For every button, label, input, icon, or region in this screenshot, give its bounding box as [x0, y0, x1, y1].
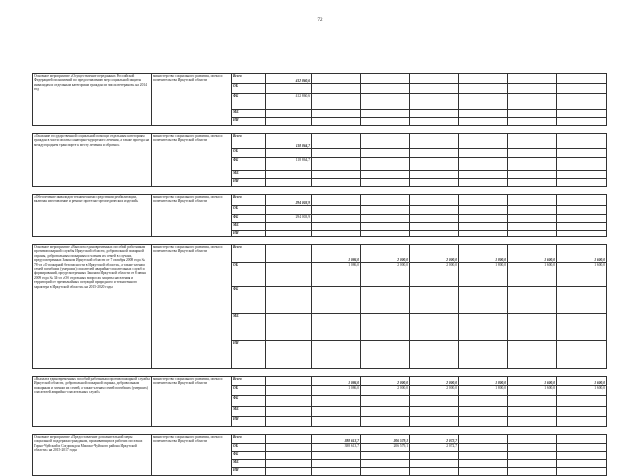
value-cell [508, 314, 557, 341]
value-cell: 2 000,0 [361, 263, 410, 287]
value-cell [459, 444, 508, 452]
value-cell [557, 435, 607, 444]
measure-description: Основное мероприятие «Предоставление дополнительной меры социальной поддержки гражданам, проживающим в рабочих поселках Горно-Чуйский и Согдиондон Мамско-Чуйского района Иркутской области» на 2015-2017 годы [33, 435, 152, 476]
value-cell [459, 74, 508, 84]
value-cell [557, 149, 607, 158]
value-cell [266, 287, 312, 314]
value-cell [557, 171, 607, 179]
table-row [33, 377, 607, 386]
value-cell [410, 341, 459, 369]
value-cell [312, 460, 361, 468]
value-cell [266, 84, 312, 94]
value-cell [361, 149, 410, 158]
value-cell [557, 94, 607, 110]
value-cell [410, 118, 459, 126]
value-cell [361, 468, 410, 476]
responsible-executor: министерство социального развития, опеки и попечительства Иркутской области [152, 195, 232, 237]
value-cell [410, 195, 459, 206]
table-row [33, 245, 607, 263]
value-cell [312, 158, 361, 171]
funding-source: ФБ [232, 94, 266, 110]
value-cell [266, 171, 312, 179]
funding-source: Всего [232, 377, 266, 386]
value-cell [410, 149, 459, 158]
value-cell [459, 215, 508, 223]
value-cell [557, 444, 607, 452]
funding-source: Всего [232, 134, 266, 149]
value-cell [410, 460, 459, 468]
value-cell: 2 000,0 [361, 245, 410, 263]
table-row [33, 74, 607, 84]
value-cell [312, 223, 361, 231]
value-cell [557, 223, 607, 231]
value-cell [361, 84, 410, 94]
value-cell [312, 407, 361, 417]
value-cell [312, 396, 361, 407]
value-cell [459, 94, 508, 110]
value-cell [508, 407, 557, 417]
value-cell [312, 110, 361, 118]
value-cell [266, 407, 312, 417]
value-cell: 2 000,0 [361, 386, 410, 396]
value-cell [266, 396, 312, 407]
value-cell [266, 386, 312, 396]
value-cell [508, 118, 557, 126]
value-cell [459, 407, 508, 417]
value-cell [361, 452, 410, 460]
value-cell [459, 84, 508, 94]
value-cell [557, 118, 607, 126]
value-cell [410, 134, 459, 149]
value-cell: 1 600,0 [508, 377, 557, 386]
responsible-executor: министерство социального развития, опеки и попечительства Иркутской области [152, 245, 232, 369]
value-cell: 206 579,1 [361, 444, 410, 452]
funding-source: МБ [232, 223, 266, 231]
value-cell: 1 600,0 [557, 263, 607, 287]
value-cell [508, 195, 557, 206]
value-cell [266, 417, 312, 427]
value-cell [557, 110, 607, 118]
value-cell [312, 314, 361, 341]
value-cell [459, 195, 508, 206]
value-cell [508, 341, 557, 369]
value-cell [557, 407, 607, 417]
funding-source: ОБ [232, 263, 266, 287]
funding-source: Всего [232, 195, 266, 206]
group-spacer [33, 427, 607, 435]
value-cell [459, 452, 508, 460]
value-cell [508, 223, 557, 231]
value-cell [312, 215, 361, 223]
value-cell [266, 206, 312, 215]
budget-table [32, 73, 607, 476]
value-cell [266, 460, 312, 468]
value-cell [459, 396, 508, 407]
value-cell [508, 468, 557, 476]
funding-source: ФБ [232, 396, 266, 407]
funding-source: ФБ [232, 158, 266, 171]
value-cell [312, 195, 361, 206]
value-cell [410, 452, 459, 460]
value-cell [361, 74, 410, 84]
value-cell: 1 086,0 [312, 386, 361, 396]
value-cell [361, 215, 410, 223]
value-cell [508, 206, 557, 215]
funding-source: ОБ [232, 444, 266, 452]
value-cell [361, 223, 410, 231]
value-cell [508, 84, 557, 94]
value-cell [557, 460, 607, 468]
value-cell [312, 452, 361, 460]
value-cell: 2 000,0 [361, 377, 410, 386]
funding-source: Всего [232, 245, 266, 263]
value-cell [312, 179, 361, 187]
value-cell [361, 206, 410, 215]
funding-source: НИ [232, 341, 266, 369]
value-cell [508, 179, 557, 187]
value-cell [410, 407, 459, 417]
value-cell [508, 74, 557, 84]
value-cell [557, 215, 607, 223]
value-cell [459, 206, 508, 215]
value-cell [266, 341, 312, 369]
value-cell [410, 179, 459, 187]
table-row [33, 195, 607, 206]
funding-source: МБ [232, 407, 266, 417]
funding-source: МБ [232, 110, 266, 118]
value-cell: 1 800,0 [459, 386, 508, 396]
value-cell [459, 314, 508, 341]
value-cell [361, 341, 410, 369]
value-cell [459, 149, 508, 158]
value-cell [410, 417, 459, 427]
responsible-executor: министерство социального развития, опеки и попечительства Иркутской области [152, 74, 232, 126]
value-cell [459, 158, 508, 171]
responsible-executor: министерство социального развития, опеки и попечительства Иркутской области [152, 377, 232, 427]
value-cell: 2 072,7 [410, 444, 459, 452]
funding-source: НИ [232, 231, 266, 237]
value-cell [557, 84, 607, 94]
value-cell: 294 003,9 [266, 195, 312, 206]
value-cell [266, 149, 312, 158]
value-cell: 1 600,0 [557, 377, 607, 386]
value-cell [459, 171, 508, 179]
funding-source: МБ [232, 460, 266, 468]
value-cell [361, 407, 410, 417]
funding-source: ОБ [232, 149, 266, 158]
measure-description: «Выплата единовременных пособий работникам противопожарной службы Иркутской области, добровольной пожарной охраны, добровольным пожарным и членам их семей, а также членам семей погибших (умерших) спасателей аварийно-спасательных служб» [33, 377, 152, 427]
value-cell: 2 000,0 [410, 377, 459, 386]
value-cell [557, 452, 607, 460]
value-cell [410, 110, 459, 118]
funding-source: НИ [232, 417, 266, 427]
group-spacer [33, 237, 607, 245]
funding-source: ОБ [232, 84, 266, 94]
value-cell: 1 086,0 [312, 263, 361, 287]
value-cell [266, 435, 312, 444]
value-cell [459, 134, 508, 149]
value-cell [312, 206, 361, 215]
value-cell: 388 613,7 [312, 435, 361, 444]
value-cell: 1 800,0 [459, 377, 508, 386]
value-cell [557, 417, 607, 427]
value-cell [459, 223, 508, 231]
value-cell [266, 377, 312, 386]
value-cell [557, 179, 607, 187]
value-cell [361, 110, 410, 118]
value-cell [508, 215, 557, 223]
value-cell [459, 468, 508, 476]
value-cell [508, 460, 557, 468]
value-cell [312, 341, 361, 369]
funding-source: МБ [232, 171, 266, 179]
measure-description: «Оказание государственной социальной помощи отдельным категориям граждан в части оплаты санаторно-курортного лечения, а также проезда на междугороднем транспорте к месту лечения и обратно» [33, 134, 152, 187]
responsible-executor: министерство социального развития, опеки и попечительства Иркутской области [152, 435, 232, 476]
value-cell [508, 149, 557, 158]
funding-source: Всего [232, 435, 266, 444]
value-cell [312, 149, 361, 158]
value-cell [508, 452, 557, 460]
value-cell [361, 171, 410, 179]
value-cell: 412 860,6 [266, 94, 312, 110]
value-cell [508, 94, 557, 110]
value-cell [508, 158, 557, 171]
value-cell [361, 118, 410, 126]
value-cell: 118 864,7 [266, 134, 312, 149]
value-cell [312, 94, 361, 110]
value-cell [410, 94, 459, 110]
value-cell: 1 600,0 [508, 245, 557, 263]
value-cell [410, 74, 459, 84]
value-cell [557, 134, 607, 149]
value-cell: 2 000,0 [410, 386, 459, 396]
value-cell [410, 287, 459, 314]
group-spacer [33, 369, 607, 377]
value-cell: 412 860,6 [266, 74, 312, 84]
funding-source: НИ [232, 118, 266, 126]
value-cell [266, 245, 312, 263]
value-cell [312, 118, 361, 126]
value-cell [410, 84, 459, 94]
value-cell [410, 396, 459, 407]
value-cell [508, 110, 557, 118]
value-cell [557, 158, 607, 171]
value-cell [557, 195, 607, 206]
value-cell [266, 468, 312, 476]
value-cell [459, 460, 508, 468]
value-cell: 388 613,7 [312, 444, 361, 452]
value-cell [508, 134, 557, 149]
measure-description: Основное мероприятие «Осуществление переданных Российской Федерацией полномочий по предоставлению мер социальной защиты инвалидам и отдельным категориям граждан из числа ветеранов» на 2014 год [33, 74, 152, 126]
value-cell [557, 74, 607, 84]
value-cell [361, 314, 410, 341]
value-cell [312, 134, 361, 149]
value-cell [266, 110, 312, 118]
value-cell [410, 171, 459, 179]
value-cell [557, 287, 607, 314]
value-cell: 1 600,0 [508, 263, 557, 287]
value-cell [266, 118, 312, 126]
value-cell [459, 118, 508, 126]
value-cell [266, 314, 312, 341]
value-cell: 1 600,0 [557, 245, 607, 263]
value-cell [312, 287, 361, 314]
value-cell [459, 341, 508, 369]
value-cell [266, 444, 312, 452]
page-number: 72 [317, 18, 323, 23]
value-cell [459, 179, 508, 187]
measure-description: Основное мероприятие «Выплата единовременных пособий работникам противопожарной службы Иркутской области, добровольной пожарной охраны, добровольным пожарным и членам их семей в случаях, предусмотренных Законом Иркутской области от 7 октября 2008 года № 78-оз «О пожарной безопасности в Иркутской области», а также членам семей погибших (умерших) спасателей аварийно-спасательных служб и формирований, предусмотренных Законом Иркутской области от 8 июня 2009 года № 34-оз «Об отдельных вопросах защиты населения и территорий от чрезвычайных ситуаций природного и техногенного характера в Иркутской области» на 2015-2020 годы [33, 245, 152, 369]
value-cell [557, 341, 607, 369]
value-cell [508, 435, 557, 444]
value-cell [266, 179, 312, 187]
funding-source: ФБ [232, 215, 266, 223]
value-cell: 1 600,0 [557, 386, 607, 396]
value-cell [361, 94, 410, 110]
value-cell [266, 263, 312, 287]
value-cell [508, 287, 557, 314]
funding-source: Всего [232, 74, 266, 84]
value-cell [361, 195, 410, 206]
value-cell: 2 000,0 [410, 263, 459, 287]
value-cell [312, 74, 361, 84]
value-cell: 2 000,0 [410, 245, 459, 263]
value-cell [410, 223, 459, 231]
value-cell [508, 396, 557, 407]
value-cell [361, 417, 410, 427]
value-cell [508, 417, 557, 427]
value-cell [361, 134, 410, 149]
value-cell [459, 287, 508, 314]
group-spacer [33, 187, 607, 195]
value-cell: 1 600,0 [508, 386, 557, 396]
value-cell [312, 417, 361, 427]
table-row [33, 435, 607, 444]
value-cell [557, 314, 607, 341]
funding-source: ФБ [232, 452, 266, 460]
funding-source: ФБ [232, 287, 266, 314]
value-cell: 1 086,0 [312, 245, 361, 263]
value-cell [361, 158, 410, 171]
funding-source: ОБ [232, 386, 266, 396]
funding-source: НИ [232, 179, 266, 187]
value-cell [459, 110, 508, 118]
value-cell [312, 171, 361, 179]
value-cell [410, 158, 459, 171]
funding-source: МБ [232, 314, 266, 341]
value-cell [361, 287, 410, 314]
group-spacer [33, 126, 607, 134]
value-cell [266, 223, 312, 231]
value-cell [266, 452, 312, 460]
value-cell: 2 072,7 [410, 435, 459, 444]
value-cell [312, 84, 361, 94]
value-cell [557, 468, 607, 476]
value-cell: 1 086,0 [312, 377, 361, 386]
value-cell: 1 800,0 [459, 263, 508, 287]
value-cell [459, 417, 508, 427]
value-cell: 1 800,0 [459, 245, 508, 263]
value-cell: 118 864,7 [266, 158, 312, 171]
value-cell: 206 579,1 [361, 435, 410, 444]
value-cell [508, 171, 557, 179]
value-cell [557, 206, 607, 215]
value-cell [410, 206, 459, 215]
value-cell [361, 179, 410, 187]
responsible-executor: министерство социального развития, опеки и попечительства Иркутской области [152, 134, 232, 187]
value-cell [312, 468, 361, 476]
table-row [33, 134, 607, 149]
value-cell [557, 396, 607, 407]
value-cell [361, 396, 410, 407]
value-cell [410, 314, 459, 341]
value-cell [410, 468, 459, 476]
value-cell [361, 460, 410, 468]
funding-source: ОБ [232, 206, 266, 215]
value-cell [508, 444, 557, 452]
measure-description: «Обеспечение инвалидов техническими средствами реабилитации, включая изготовление и ремонт протезно-ортопедических изделий» [33, 195, 152, 237]
funding-source: НИ [232, 468, 266, 476]
value-cell [410, 215, 459, 223]
value-cell: 294 003,9 [266, 215, 312, 223]
value-cell [459, 435, 508, 444]
